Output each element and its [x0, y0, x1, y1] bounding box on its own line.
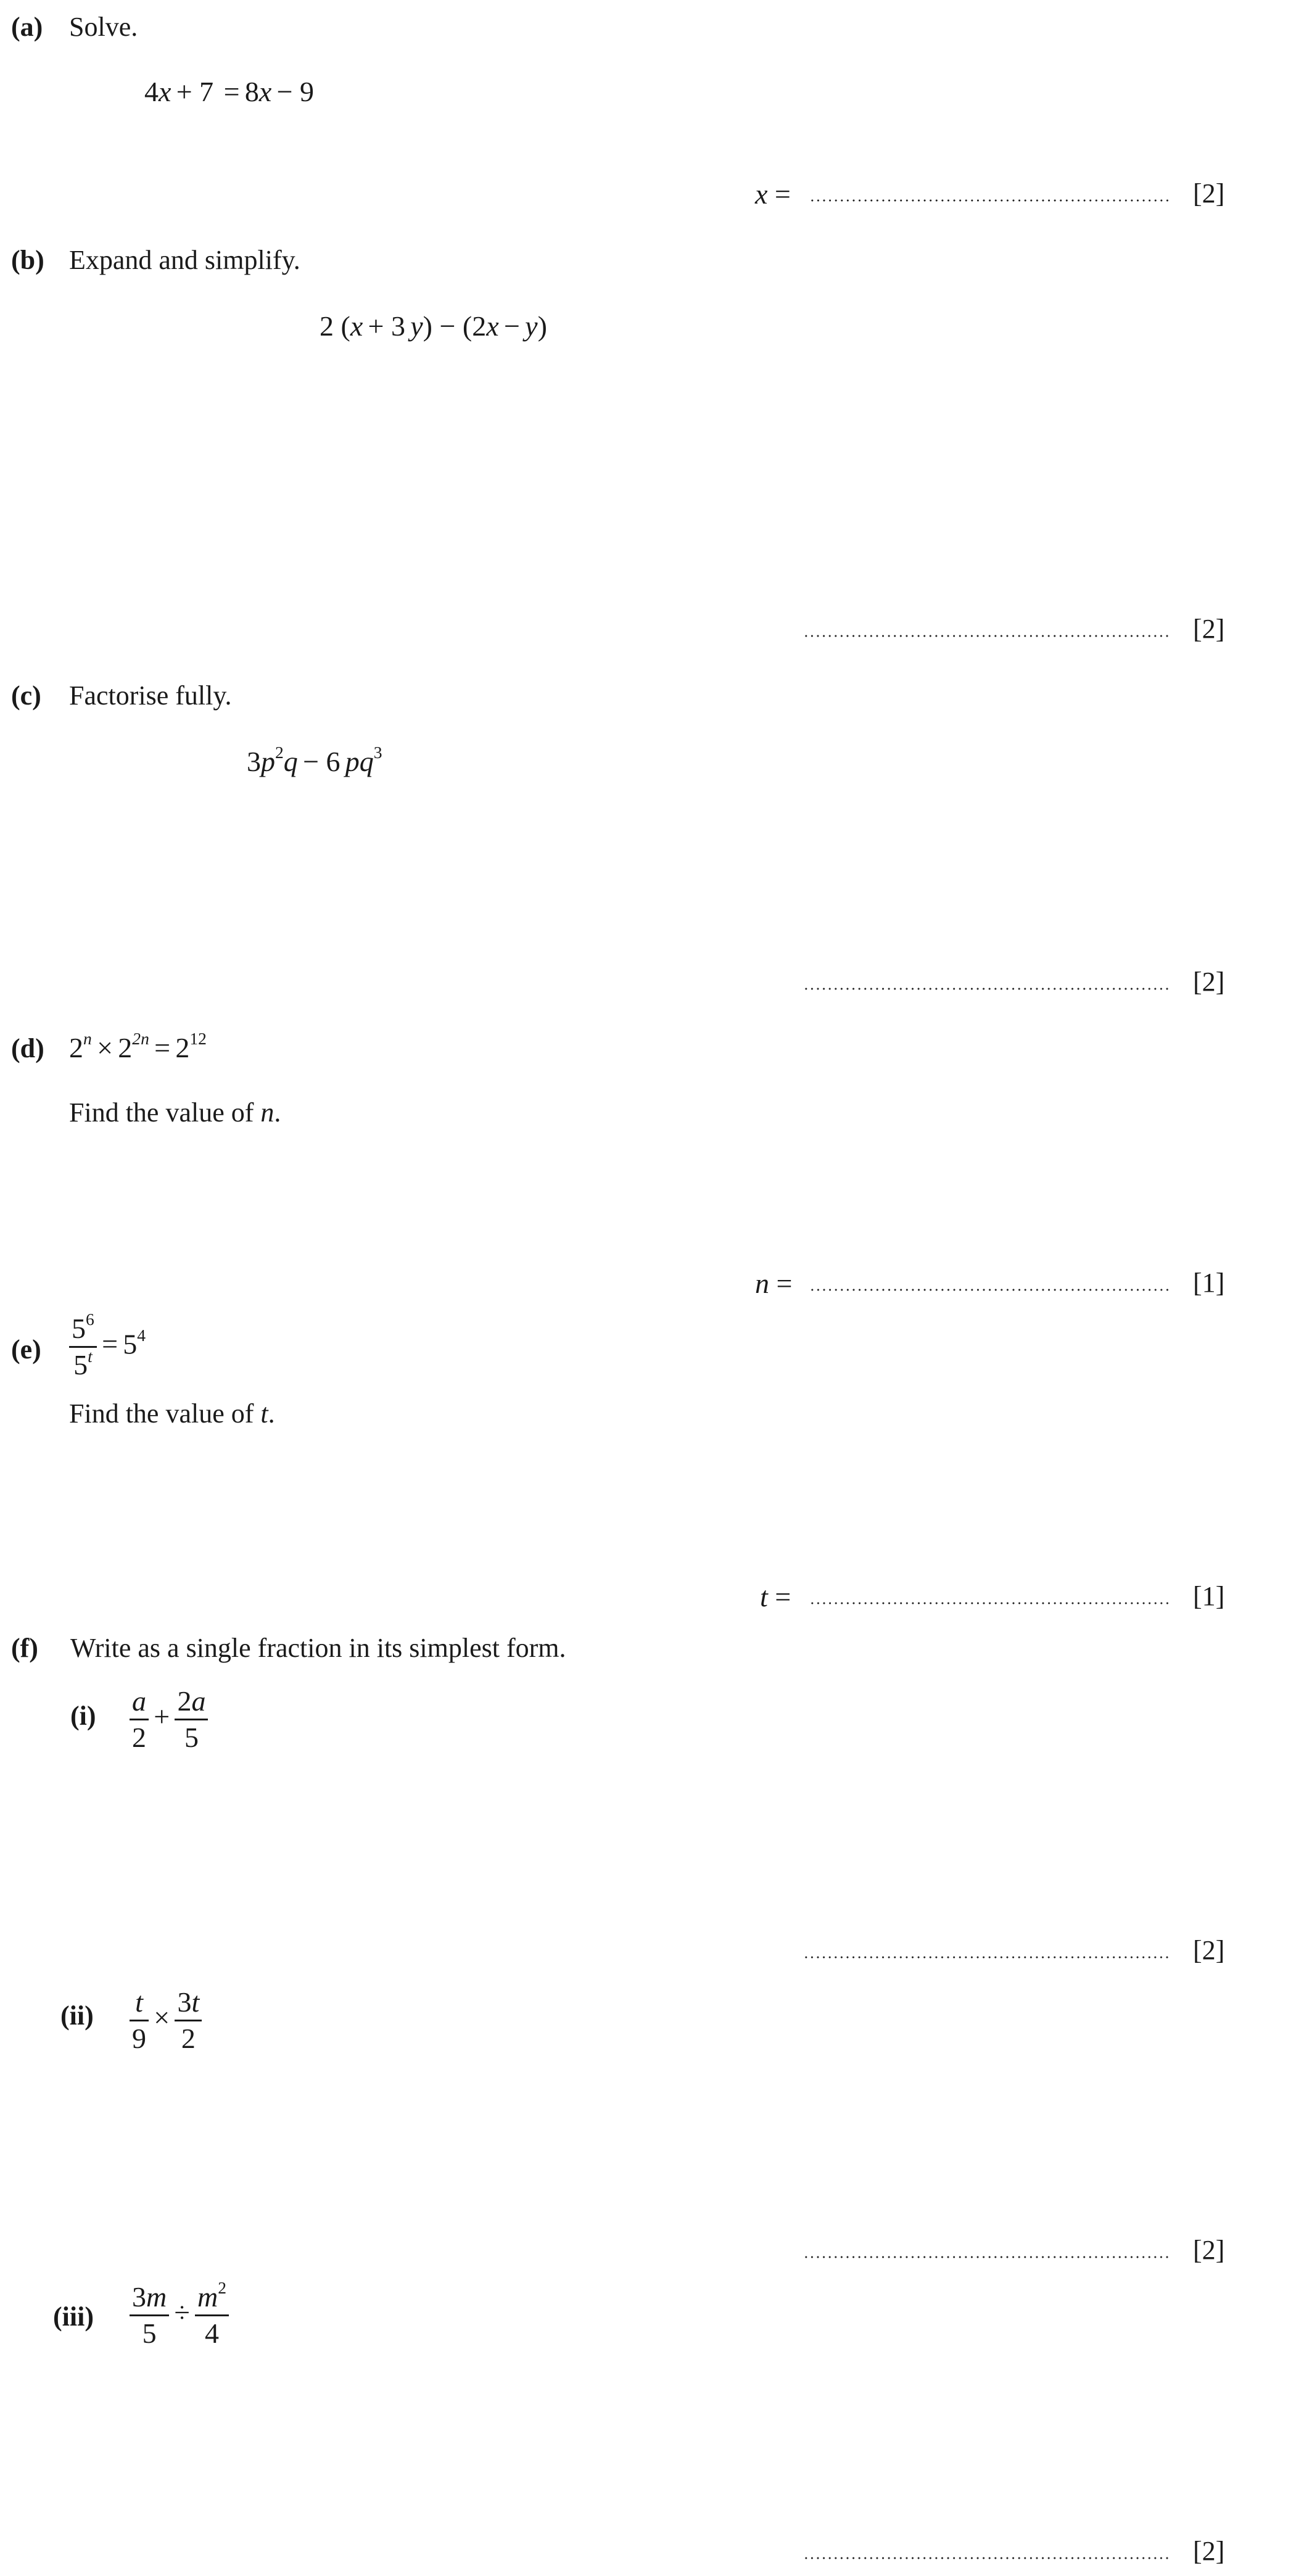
part-f-ii-expression: $\frac{t}{9}$ × $\frac{3t}{2}$	[130, 1988, 202, 2054]
part-b-expression: 2 (x + 3 y) − (2x − y)	[320, 310, 547, 342]
part-f-i-label: (i)	[70, 1701, 96, 1731]
part-e-instruction: Find the value of t.	[69, 1398, 275, 1429]
part-e-fraction: $\frac{5^6}{5^t}$	[69, 1314, 97, 1381]
part-a-equation: 4x + 7 = 8x − 9	[144, 76, 315, 107]
part-b-label: (b)	[11, 245, 44, 275]
part-b-instruction: Expand and simplify.	[69, 245, 300, 275]
part-a-label: (a)	[11, 12, 43, 42]
part-b-answer-line[interactable]	[803, 634, 1172, 638]
part-c-answer-line[interactable]	[803, 987, 1172, 991]
part-d-equation: $2^n \times 2^{2n} = 2^{12}$	[69, 1029, 207, 1063]
part-e-answer-prefix: t =	[760, 1581, 791, 1612]
part-a-answer-line[interactable]	[809, 199, 1172, 202]
part-d-instruction: Find the value of n.	[69, 1097, 281, 1128]
part-e-equation: $\frac{5^6}{5^t}$ = $5^4$	[69, 1314, 146, 1381]
part-f-iii-expression: $\frac{3m}{5}$ ÷ $\frac{m^2}{4}$	[130, 2282, 229, 2349]
part-f-ii-marks: [2]	[1193, 2235, 1225, 2265]
part-c-label: (c)	[11, 680, 41, 711]
part-a-answer-prefix: x =	[755, 178, 791, 210]
part-c-marks: [2]	[1193, 967, 1225, 997]
part-e-answer-line[interactable]	[809, 1601, 1172, 1605]
part-d-answer-prefix: n =	[755, 1268, 793, 1299]
part-c-expression: $3p^2q - 6$ $pq^3$	[247, 743, 382, 777]
part-f-iii-answer-line[interactable]	[803, 2556, 1172, 2560]
part-f-iii-label: (iii)	[53, 2301, 94, 2332]
part-f-i-marks: [2]	[1193, 1935, 1225, 1965]
part-d-marks: [1]	[1193, 1268, 1225, 1298]
part-d-label: (d)	[11, 1033, 44, 1063]
part-f-instruction: Write as a single fraction in its simplest form.	[70, 1633, 566, 1663]
part-b-marks: [2]	[1193, 614, 1225, 644]
part-f-ii-label: (ii)	[60, 2000, 94, 2031]
part-f-i-expression: $\frac{a}{2}$ + $\frac{2a}{5}$	[130, 1686, 208, 1753]
part-d-answer-line[interactable]	[809, 1288, 1172, 1292]
part-e-label: (e)	[11, 1334, 41, 1364]
part-c-instruction: Factorise fully.	[69, 680, 232, 711]
part-a-marks: [2]	[1193, 178, 1225, 208]
part-f-i-answer-line[interactable]	[803, 1955, 1172, 1959]
part-f-ii-answer-line[interactable]	[803, 2255, 1172, 2259]
part-f-iii-marks: [2]	[1193, 2536, 1225, 2566]
part-e-marks: [1]	[1193, 1581, 1225, 1611]
part-f-label: (f)	[11, 1633, 38, 1663]
part-a-instruction: Solve.	[69, 12, 138, 42]
